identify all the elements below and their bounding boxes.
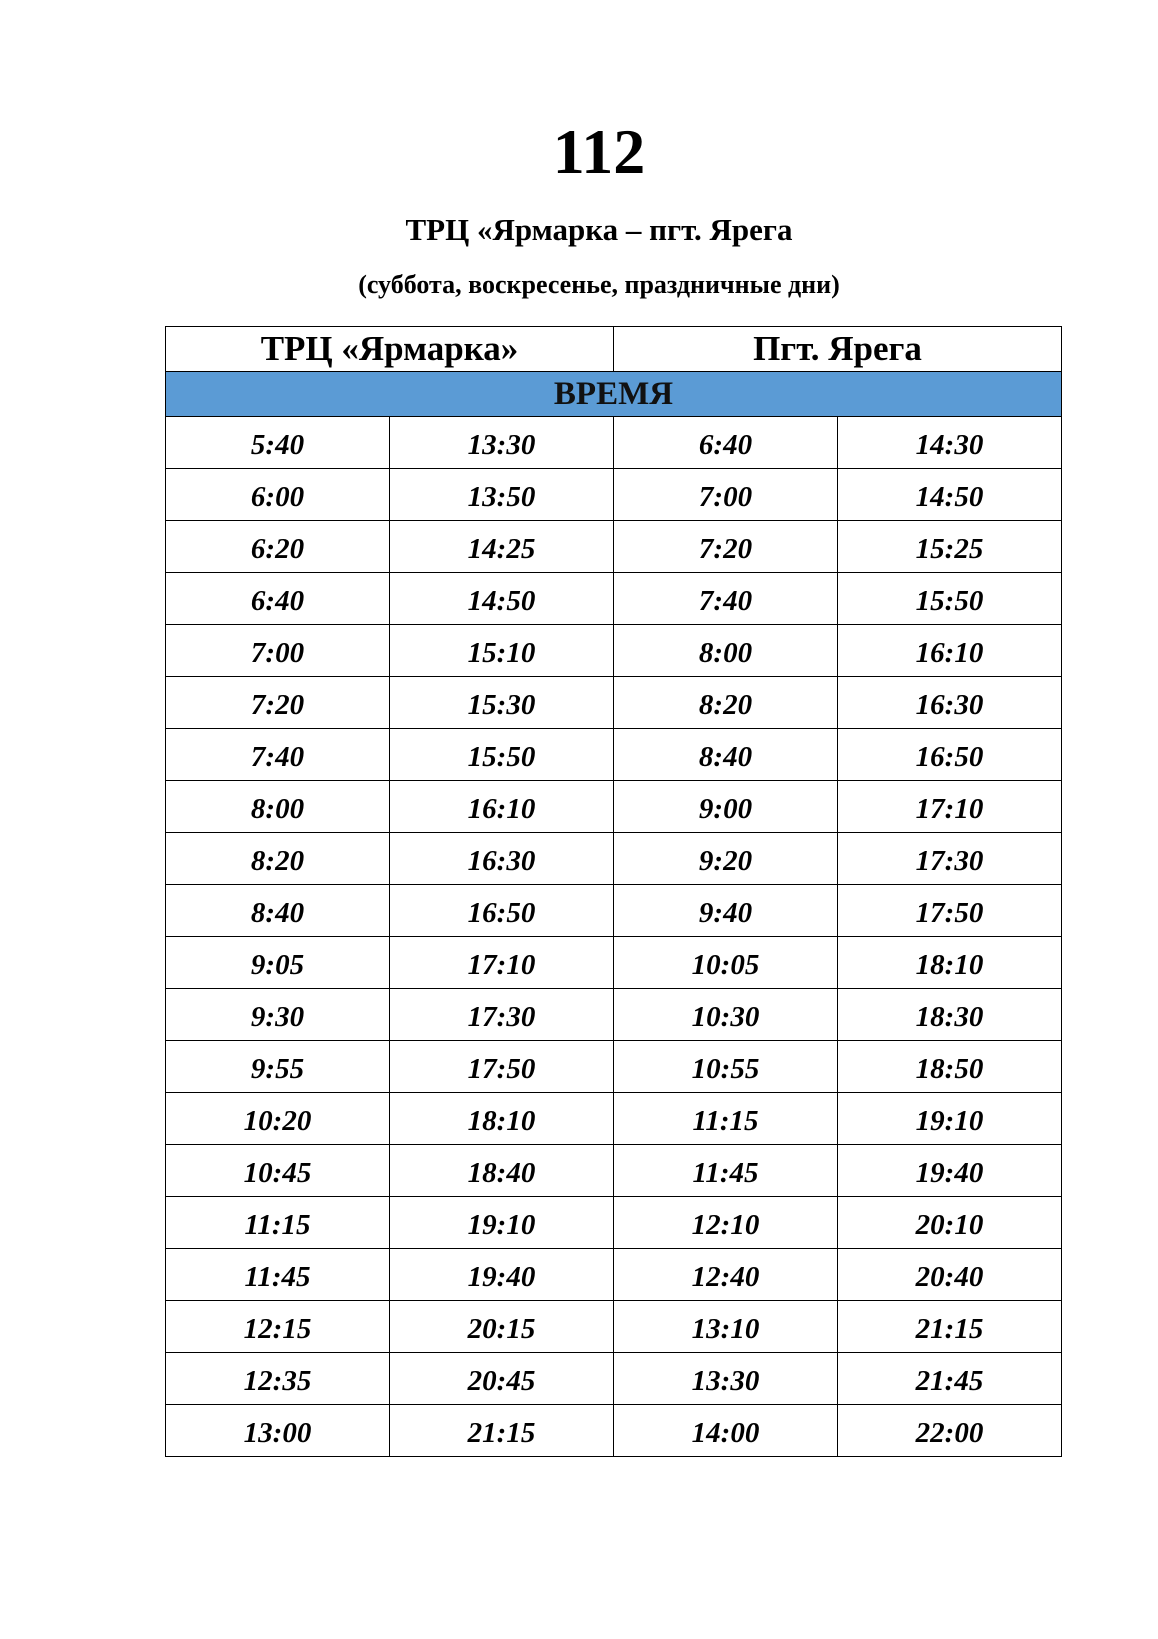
departure-time: 15:25 xyxy=(915,533,984,565)
departure-time: 17:30 xyxy=(467,1001,536,1033)
stop-b-departure-1-cell xyxy=(614,1249,838,1301)
stop-b-departure-1-cell xyxy=(614,729,838,781)
departure-time: 13:50 xyxy=(467,481,536,513)
stop-a-departure-2-cell xyxy=(390,1145,614,1197)
departure-time: 20:10 xyxy=(915,1209,984,1241)
stop-b-departure-1-cell xyxy=(614,989,838,1041)
departure-time: 8:40 xyxy=(698,741,753,773)
stop-b-departure-2-cell xyxy=(838,417,1062,469)
stop-a-departure-2-cell xyxy=(390,1405,614,1457)
stop-a-departure-2-cell xyxy=(390,625,614,677)
stop-b-departure-2-cell xyxy=(838,1249,1062,1301)
stop-b-departure-1-cell xyxy=(614,1405,838,1457)
departure-time: 18:10 xyxy=(467,1105,536,1137)
stop-b-departure-1-cell xyxy=(614,1041,838,1093)
departure-time: 8:20 xyxy=(698,689,753,721)
departure-time: 8:00 xyxy=(250,793,305,825)
departure-time: 10:05 xyxy=(691,949,760,981)
table-row xyxy=(166,625,1062,677)
departure-time: 6:00 xyxy=(250,481,305,513)
departure-time: 10:45 xyxy=(243,1157,312,1189)
departure-time: 9:20 xyxy=(698,845,753,877)
departure-time: 16:30 xyxy=(467,845,536,877)
departure-time: 17:10 xyxy=(467,949,536,981)
departure-time: 16:10 xyxy=(915,637,984,669)
stop-a-departure-2-cell xyxy=(390,937,614,989)
departure-time: 16:10 xyxy=(467,793,536,825)
stop-a-departure-2-cell xyxy=(390,1093,614,1145)
stop-a-departure-1-cell xyxy=(166,781,390,833)
departure-time: 13:30 xyxy=(691,1365,760,1397)
departure-time: 18:50 xyxy=(915,1053,984,1085)
stop-b-departure-2-cell xyxy=(838,885,1062,937)
stop-b-departure-1-cell xyxy=(614,677,838,729)
stop-b-departure-2-cell xyxy=(838,1197,1062,1249)
departure-time: 8:20 xyxy=(250,845,305,877)
stop-b-departure-2-cell xyxy=(838,1301,1062,1353)
stop-a-departure-2-cell xyxy=(390,417,614,469)
departure-time: 20:15 xyxy=(467,1313,536,1345)
route-number: 112 xyxy=(552,116,646,187)
departure-time: 21:15 xyxy=(467,1417,536,1449)
stop-b-departure-1-cell xyxy=(614,885,838,937)
departure-time: 10:55 xyxy=(691,1053,760,1085)
departure-time: 19:40 xyxy=(467,1261,536,1293)
stop-b-departure-1-cell xyxy=(614,1301,838,1353)
departure-time: 18:30 xyxy=(915,1001,984,1033)
departure-time: 14:00 xyxy=(691,1417,760,1449)
table-row xyxy=(166,1353,1062,1405)
route-days: (суббота, воскресенье, праздничные дни) xyxy=(358,270,840,299)
departure-time: 11:15 xyxy=(692,1105,759,1137)
departure-time: 18:40 xyxy=(467,1157,536,1189)
departure-time: 6:40 xyxy=(698,429,753,461)
stop-a-departure-2-cell xyxy=(390,729,614,781)
table-row xyxy=(166,1041,1062,1093)
stop-a-departure-1-cell xyxy=(166,573,390,625)
departure-time: 22:00 xyxy=(915,1417,984,1449)
table-row xyxy=(166,833,1062,885)
stop-a-departure-2-cell xyxy=(390,1041,614,1093)
departure-time: 17:30 xyxy=(915,845,984,877)
departure-time: 13:00 xyxy=(243,1417,312,1449)
departure-time: 14:30 xyxy=(915,429,984,461)
route-name: ТРЦ «Ярмарка – пгт. Ярега xyxy=(405,212,793,247)
stop-b-departure-2-cell xyxy=(838,573,1062,625)
stop-a-departure-1-cell xyxy=(166,833,390,885)
departure-time: 17:50 xyxy=(915,897,984,929)
stop-b-departure-1-cell xyxy=(614,1353,838,1405)
stop-b-departure-2-cell xyxy=(838,625,1062,677)
table-row xyxy=(166,1249,1062,1301)
departure-time: 15:30 xyxy=(467,689,536,721)
stop-b-departure-2-cell xyxy=(838,1145,1062,1197)
departure-time: 16:30 xyxy=(915,689,984,721)
departure-time: 12:10 xyxy=(691,1209,760,1241)
table-row xyxy=(166,469,1062,521)
table-row xyxy=(166,1093,1062,1145)
stop-b-departure-2-cell xyxy=(838,833,1062,885)
table-row xyxy=(166,885,1062,937)
stop-header-row xyxy=(166,327,1062,372)
departure-time: 6:20 xyxy=(250,533,305,565)
departure-time: 9:05 xyxy=(250,949,305,981)
stop-b-departure-1-cell xyxy=(614,417,838,469)
table-row xyxy=(166,677,1062,729)
departure-time: 21:45 xyxy=(915,1365,984,1397)
stop-b-departure-2-cell xyxy=(838,781,1062,833)
stop-a-departure-2-cell xyxy=(390,1249,614,1301)
departure-time: 15:50 xyxy=(467,741,536,773)
time-band-row xyxy=(166,372,1062,417)
stop-a-departure-1-cell xyxy=(166,1145,390,1197)
table-row xyxy=(166,521,1062,573)
stop-a-departure-1-cell xyxy=(166,1249,390,1301)
departure-time: 9:40 xyxy=(698,897,753,929)
table-row xyxy=(166,1301,1062,1353)
departure-time: 16:50 xyxy=(915,741,984,773)
departure-time: 9:00 xyxy=(698,793,753,825)
stop-b-departure-1-cell xyxy=(614,937,838,989)
stop-b-departure-2-cell xyxy=(838,521,1062,573)
departure-time: 11:15 xyxy=(244,1209,311,1241)
stop-a-departure-1-cell xyxy=(166,625,390,677)
departure-time: 10:20 xyxy=(243,1105,312,1137)
departure-time: 21:15 xyxy=(915,1313,984,1345)
stop-b-departure-2-cell xyxy=(838,989,1062,1041)
departure-time: 7:40 xyxy=(250,741,305,773)
stop-b-departure-1-cell xyxy=(614,469,838,521)
departure-time: 18:10 xyxy=(915,949,984,981)
departure-time: 16:50 xyxy=(467,897,536,929)
departure-time: 14:50 xyxy=(915,481,984,513)
departure-time: 14:25 xyxy=(467,533,536,565)
departure-time: 7:00 xyxy=(698,481,753,513)
stop-a-departure-1-cell xyxy=(166,989,390,1041)
departure-time: 10:30 xyxy=(691,1001,760,1033)
stop-a-departure-1-cell xyxy=(166,417,390,469)
stop-b-departure-2-cell xyxy=(838,729,1062,781)
stop-a-departure-2-cell xyxy=(390,469,614,521)
stop-b-departure-2-cell xyxy=(838,1093,1062,1145)
table-row xyxy=(166,1197,1062,1249)
stop-b-departure-1-cell xyxy=(614,521,838,573)
stop-a-departure-1-cell xyxy=(166,1353,390,1405)
stop-a-departure-2-cell xyxy=(390,677,614,729)
departure-time: 17:10 xyxy=(915,793,984,825)
timetable xyxy=(165,326,1062,1457)
stop-b-departure-2-cell xyxy=(838,469,1062,521)
stop-a-departure-2-cell xyxy=(390,1301,614,1353)
departure-time: 5:40 xyxy=(250,429,305,461)
stop-a-departure-1-cell xyxy=(166,1405,390,1457)
departure-time: 14:50 xyxy=(467,585,536,617)
departure-time: 7:40 xyxy=(698,585,753,617)
departure-time: 19:10 xyxy=(915,1105,984,1137)
departure-time: 19:10 xyxy=(467,1209,536,1241)
departure-time: 15:50 xyxy=(915,585,984,617)
table-row xyxy=(166,937,1062,989)
departure-time: 13:30 xyxy=(467,429,536,461)
stop-b-departure-2-cell xyxy=(838,1405,1062,1457)
stop-a-departure-2-cell xyxy=(390,989,614,1041)
stop-b-departure-1-cell xyxy=(614,1145,838,1197)
departure-time: 7:00 xyxy=(250,637,305,669)
stop-a-departure-1-cell xyxy=(166,1197,390,1249)
stop-a-departure-2-cell xyxy=(390,781,614,833)
departure-time: 8:00 xyxy=(698,637,753,669)
departure-time: 8:40 xyxy=(250,897,305,929)
stop-a-departure-1-cell xyxy=(166,1093,390,1145)
timetable-body xyxy=(166,417,1062,1457)
table-row xyxy=(166,417,1062,469)
stop-b-departure-1-cell xyxy=(614,625,838,677)
departure-time: 11:45 xyxy=(244,1261,311,1293)
stop-a-departure-2-cell xyxy=(390,1197,614,1249)
departure-time: 12:15 xyxy=(243,1313,312,1345)
stop-b-departure-1-cell xyxy=(614,1093,838,1145)
departure-time: 7:20 xyxy=(250,689,305,721)
stop-b-departure-2-cell xyxy=(838,937,1062,989)
stop-a-departure-1-cell xyxy=(166,729,390,781)
departure-time: 12:35 xyxy=(243,1365,312,1397)
stop-b-departure-1-cell xyxy=(614,573,838,625)
departure-time: 6:40 xyxy=(250,585,305,617)
stop-b-header: Пгт. Ярега xyxy=(614,327,1062,372)
departure-time: 20:40 xyxy=(915,1261,984,1293)
departure-time: 9:30 xyxy=(250,1001,305,1033)
table-row xyxy=(166,781,1062,833)
departure-time: 9:55 xyxy=(250,1053,305,1085)
departure-time: 11:45 xyxy=(692,1157,759,1189)
stop-a-departure-2-cell xyxy=(390,833,614,885)
stop-a-departure-2-cell xyxy=(390,1353,614,1405)
stop-a-departure-2-cell xyxy=(390,885,614,937)
stop-b-departure-2-cell xyxy=(838,677,1062,729)
table-row xyxy=(166,1405,1062,1457)
stop-a-header: ТРЦ «Ярмарка» xyxy=(166,327,614,372)
departure-time: 12:40 xyxy=(691,1261,760,1293)
departure-time: 7:20 xyxy=(698,533,753,565)
departure-time: 20:45 xyxy=(467,1365,536,1397)
stop-a-departure-1-cell xyxy=(166,1301,390,1353)
departure-time: 19:40 xyxy=(915,1157,984,1189)
stop-b-departure-2-cell xyxy=(838,1041,1062,1093)
table-row xyxy=(166,729,1062,781)
stop-a-departure-2-cell xyxy=(390,521,614,573)
stop-a-departure-1-cell xyxy=(166,1041,390,1093)
stop-a-departure-1-cell xyxy=(166,937,390,989)
stop-a-departure-1-cell xyxy=(166,521,390,573)
stop-a-departure-1-cell xyxy=(166,469,390,521)
stop-a-departure-1-cell xyxy=(166,885,390,937)
time-band: ВРЕМЯ xyxy=(166,372,1062,417)
stop-b-departure-1-cell xyxy=(614,1197,838,1249)
stop-a-departure-1-cell xyxy=(166,677,390,729)
table-row xyxy=(166,1145,1062,1197)
stop-a-departure-2-cell xyxy=(390,573,614,625)
stop-b-departure-1-cell xyxy=(614,781,838,833)
departure-time: 13:10 xyxy=(691,1313,760,1345)
stop-b-departure-1-cell xyxy=(614,833,838,885)
departure-time: 15:10 xyxy=(467,637,536,669)
departure-time: 17:50 xyxy=(467,1053,536,1085)
table-row xyxy=(166,989,1062,1041)
stop-b-departure-2-cell xyxy=(838,1353,1062,1405)
table-row xyxy=(166,573,1062,625)
